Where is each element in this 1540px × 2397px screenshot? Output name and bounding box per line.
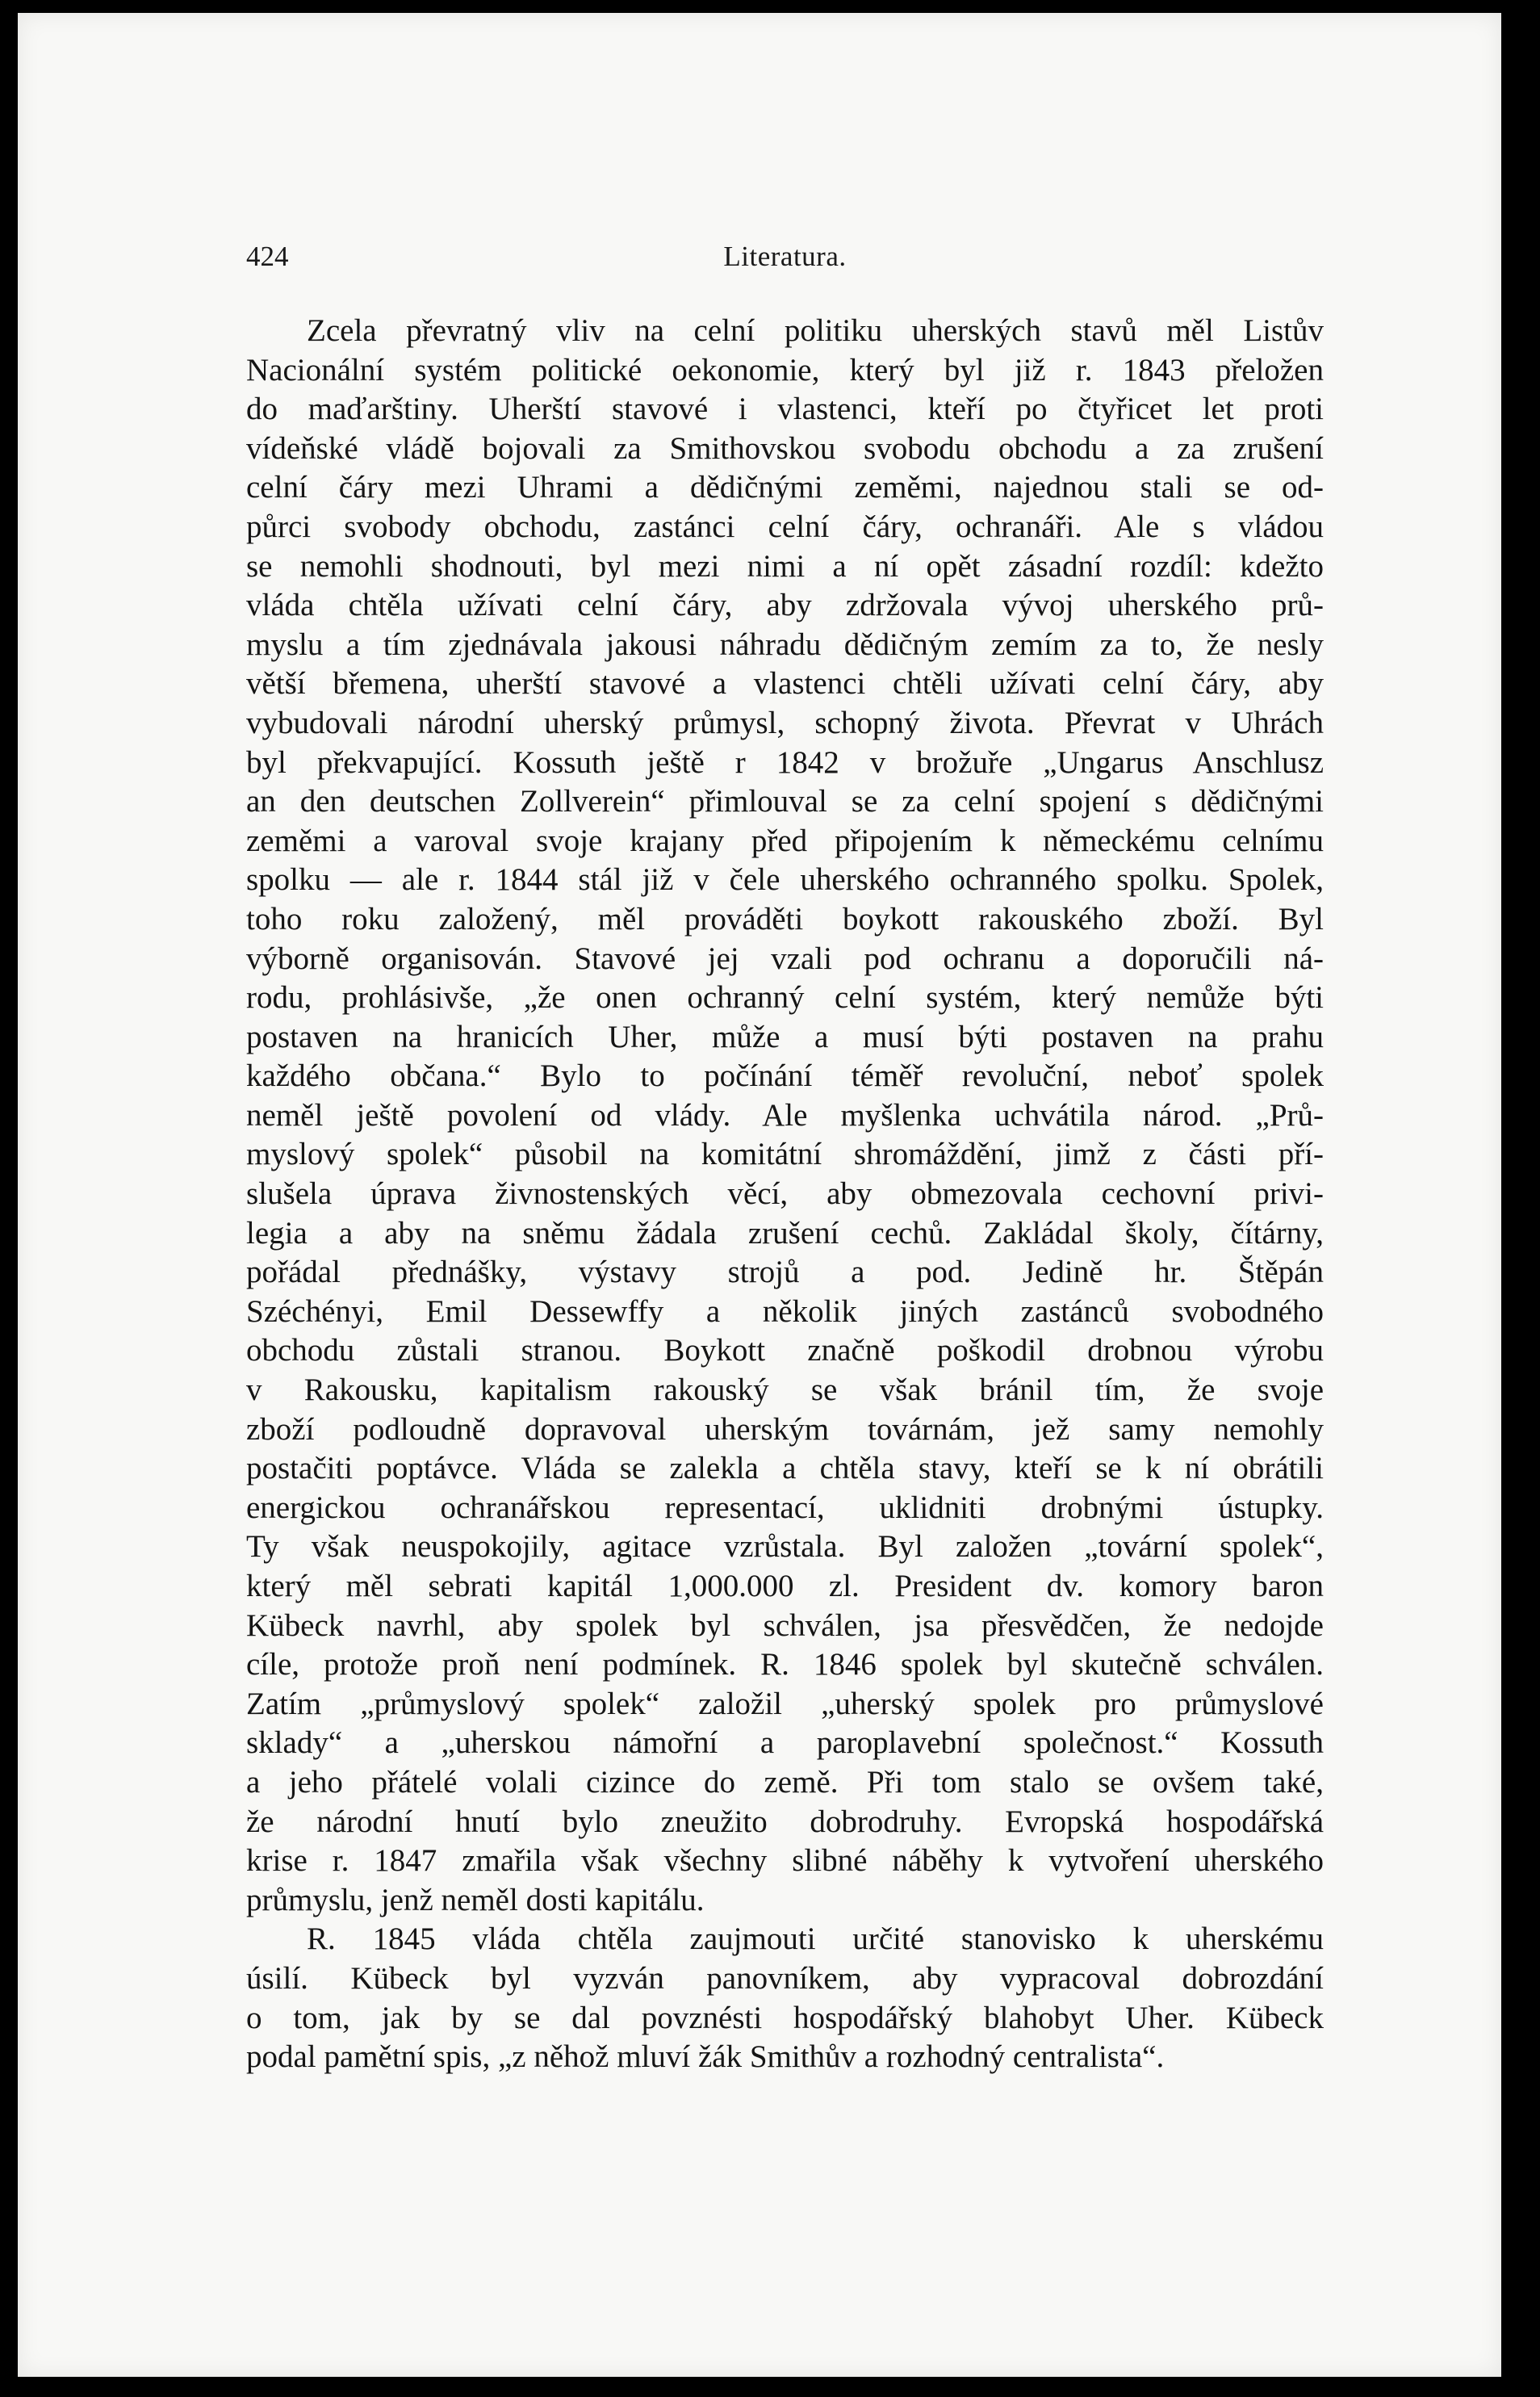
paragraph xyxy=(246,312,1324,1920)
text-line: Széchényi, Emil Dessewffy a několik jiných zastánců svobodného xyxy=(246,1293,1324,1329)
text-line: v Rakousku, kapitalism rakouský se však bránil tím, že svoje xyxy=(246,1372,1324,1408)
text-line: Zcela převratný vliv na celní politiku uherských stavů měl Listův xyxy=(307,313,1324,348)
text-line: postačiti poptávce. Vláda se zalekla a chtěla stavy, kteří se k ní obrátili xyxy=(246,1451,1324,1486)
text-line: každého občana.“ Bylo to počínání téměř revoluční, neboť spolek xyxy=(246,1058,1324,1094)
page-number: 424 xyxy=(246,241,289,272)
text-line: podal pamětní spis, „z něhož mluví žák Smithův a rozhodný centralista“. xyxy=(246,2039,1165,2075)
text-line: se nemohli shodnouti, byl mezi nimi a ní opět zásadní rozdíl: kdežto xyxy=(246,548,1324,584)
body-text xyxy=(246,312,1324,2077)
text-line: sklady“ a „uherskou námořní a paroplavební společnost.“ Kossuth xyxy=(246,1725,1324,1761)
page-header xyxy=(246,241,1324,281)
text-line: pořádal přednášky, výstavy strojů a pod. Jedině hr. Štěpán xyxy=(246,1255,1324,1290)
text-line: Ty však neuspokojily, agitace vzrůstala. Byl založen „tovární spolek“, xyxy=(246,1529,1324,1565)
text-line: a jeho přátelé volali cizince do země. Při tom stalo se ovšem také, xyxy=(246,1764,1324,1800)
text-line: byl překvapující. Kossuth ještě r 1842 v brožuře „Ungarus Anschlusz xyxy=(246,744,1324,780)
text-line: myslu a tím zjednávala jakousi náhradu dědičným zemím za to, že nesly xyxy=(246,626,1324,662)
text-line: rodu, prohlásivše, „že onen ochranný celní systém, který nemůže býti xyxy=(246,980,1324,1016)
text-line: větší břemena, uherští stavové a vlastenci chtěli užívati celní čáry, aby xyxy=(246,666,1324,702)
text-line: že národní hnutí bylo zneužito dobrodruhy. Evropská hospodářská xyxy=(246,1804,1324,1839)
text-line: neměl ještě povolení od vlády. Ale myšlenka uchvátila národ. „Prů- xyxy=(246,1097,1324,1133)
text-line: legia a aby na sněmu žádala zrušení cechů. Zakládal školy, čítárny, xyxy=(246,1215,1324,1251)
text-line: toho roku založený, měl prováděti boykott rakouského zboží. Byl xyxy=(246,901,1324,937)
text-line: vláda chtěla užívati celní čáry, aby zdržovala vývoj uherského prů- xyxy=(246,588,1324,623)
text-line: postaven na hranicích Uher, může a musí býti postaven na prahu xyxy=(246,1019,1324,1054)
text-line: zboží podloudně dopravoval uherským továrnám, jež samy nemohly xyxy=(246,1411,1324,1447)
text-line: průmyslu, jenž neměl dosti kapitálu. xyxy=(246,1882,705,1917)
text-line: Nacionální systém politické oekonomie, který byl již r. 1843 přeložen xyxy=(246,352,1324,388)
text-line: Zatím „průmyslový spolek“ založil „uherský spolek pro průmyslové xyxy=(246,1686,1324,1721)
text-line: vybudovali národní uherský průmysl, schopný života. Převrat v Uhrách xyxy=(246,705,1324,740)
text-line: výborně organisován. Stavové jej vzali pod ochranu a doporučili ná- xyxy=(246,941,1324,976)
text-line: celní čáry mezi Uhrami a dědičnými zeměmi, najednou stali se od- xyxy=(246,470,1324,505)
text-line: půrci svobody obchodu, zastánci celní čáry, ochranáři. Ale s vládou xyxy=(246,509,1324,544)
paragraph xyxy=(246,1920,1324,2076)
text-line: spolku — ale r. 1844 stál již v čele uherského ochranného spolku. Spolek, xyxy=(246,862,1324,898)
text-line: slušela úprava živnostenských věcí, aby obmezovala cechovní privi- xyxy=(246,1176,1324,1212)
text-line: zeměmi a varoval svoje krajany před připojením k německému celnímu xyxy=(246,823,1324,858)
text-line: energickou ochranářskou representací, uklidniti drobnými ústupky. xyxy=(246,1490,1324,1525)
text-line: který měl sebrati kapitál 1,000.000 zl. President dv. komory baron xyxy=(246,1569,1324,1603)
text-line: úsilí. Kübeck byl vyzván panovníkem, aby vypracoval dobrozdání xyxy=(246,1960,1324,1996)
text-line: o tom, jak by se dal povznésti hospodářský blahobyt Uher. Kübeck xyxy=(246,2000,1324,2035)
text-line: krise r. 1847 zmařila však všechny slibné náběhy k vytvoření uherského xyxy=(246,1843,1324,1879)
text-line: cíle, protože proň není podmínek. R. 1846 spolek byl skutečně schválen. xyxy=(246,1647,1324,1683)
text-line: vídeňské vládě bojovali za Smithovskou svobodu obchodu a za zrušení xyxy=(246,430,1324,466)
text-line: myslový spolek“ působil na komitátní shromáždění, jimž z části pří- xyxy=(246,1137,1324,1172)
text-line: obchodu zůstali stranou. Boykott značně poškodil drobnou výrobu xyxy=(246,1333,1324,1368)
text-line: Kübeck navrhl, aby spolek byl schválen, jsa přesvědčen, že nedojde xyxy=(246,1607,1324,1643)
text-line: do maďarštiny. Uherští stavové i vlastenci, kteří po čtyřicet let proti xyxy=(246,392,1324,427)
running-title: Literatura. xyxy=(723,241,847,272)
text-line: an den deutschen Zollverein“ přimlouval se za celní spojení s dědičnými xyxy=(246,784,1324,819)
text-line: R. 1845 vláda chtěla zaujmouti určité stanovisko k uherskému xyxy=(307,1921,1324,1957)
